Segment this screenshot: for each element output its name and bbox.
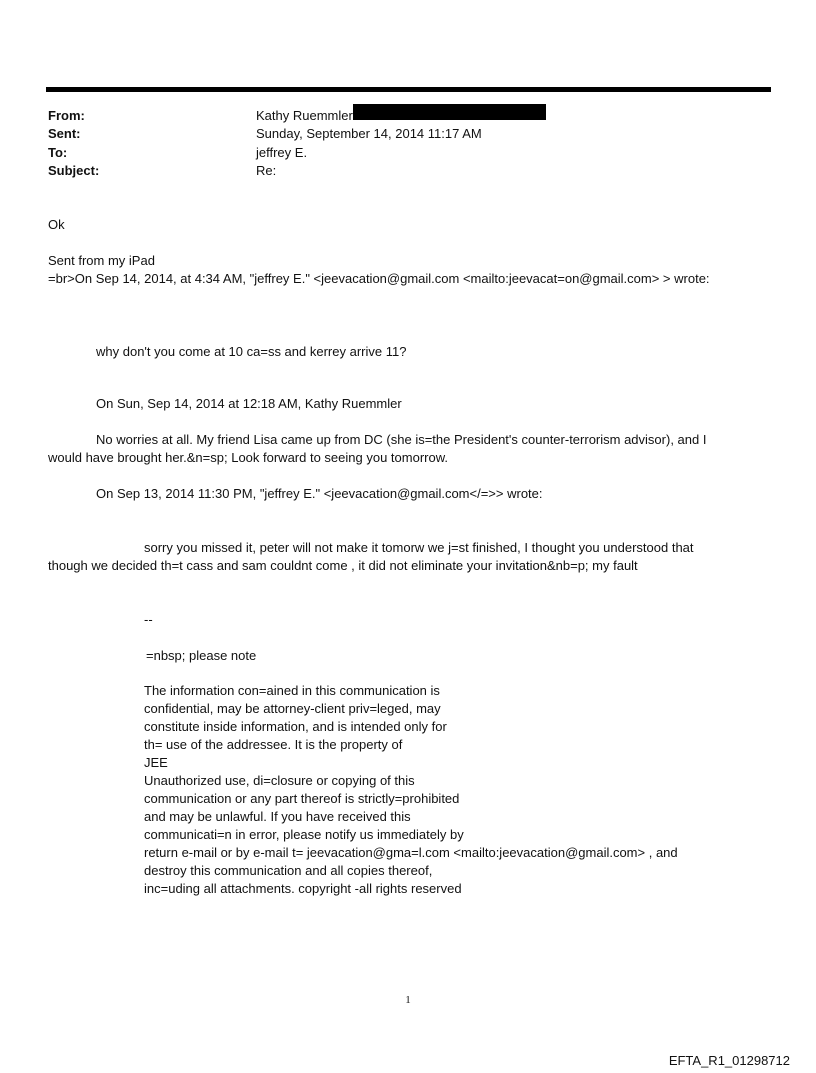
- from-value: Kathy Ruemmler: [256, 108, 353, 123]
- please-note: =nbsp; please note: [146, 648, 257, 663]
- quote2-intro: On Sun, Sep 14, 2014 at 12:18 AM, Kathy Ruemmler: [96, 396, 402, 411]
- reply-text: Ok: [48, 217, 65, 232]
- signature-dashes: --: [144, 612, 153, 627]
- disclaimer-line: inc=uding all attachments. copyright -all rights reserved: [144, 881, 462, 896]
- subject-label: Subject:: [48, 163, 100, 178]
- disclaimer-line: Unauthorized use, di=closure or copying of this: [144, 773, 415, 788]
- signature-text: Sent from my iPad: [48, 253, 155, 268]
- disclaimer-line: th= use of the addressee. It is the property of: [144, 737, 403, 752]
- quote2-line2: would have brought her.&n=sp; Look forward to seeing you tomorrow.: [48, 450, 448, 465]
- quote3-line2: though we decided th=t cass and sam couldnt come , it did not eliminate your invitation&nb=p; my fault: [48, 558, 638, 573]
- from-label: From:: [48, 108, 85, 123]
- subject-value: Re:: [256, 163, 277, 178]
- to-value: jeffrey E.: [256, 145, 308, 160]
- disclaimer-line: communication or any part thereof is strictly=prohibited: [144, 791, 460, 806]
- page-number: 1: [405, 994, 411, 1006]
- sent-value: Sunday, September 14, 2014 11:17 AM: [256, 126, 482, 141]
- header-rule: [46, 87, 771, 92]
- quote3-intro: On Sep 13, 2014 11:30 PM, "jeffrey E." <jeevacation@gmail.com</=>> wrote:: [96, 486, 543, 501]
- quote2-line1: No worries at all. My friend Lisa came up from DC (she is=the President's counter-terrorism advisor), and I: [96, 432, 707, 447]
- to-label: To:: [48, 145, 68, 160]
- disclaimer-line: constitute inside information, and is intended only for: [144, 719, 447, 734]
- quote1-text: why don't you come at 10 ca=ss and kerrey arrive 11?: [96, 344, 407, 359]
- redaction-bar: [353, 104, 546, 120]
- disclaimer-line: return e-mail or by e-mail t= jeevacation@gma=l.com <mailto:jeevacation@gmail.com> , and: [144, 845, 678, 860]
- disclaimer-line: The information con=ained in this communication is: [144, 683, 440, 698]
- sent-label: Sent:: [48, 126, 81, 141]
- disclaimer-line: and may be unlawful. If you have received this: [144, 809, 411, 824]
- disclaimer-line: JEE: [144, 755, 168, 770]
- disclaimer-line: communicati=n in error, please notify us immediately by: [144, 827, 464, 842]
- bates-number: EFTA_R1_01298712: [668, 1053, 790, 1068]
- disclaimer-line: confidential, may be attorney-client priv=leged, may: [144, 701, 441, 716]
- quote3-line1: sorry you missed it, peter will not make it tomorw we j=st finished, I thought you understood that: [144, 540, 694, 555]
- quote1-intro: =br>On Sep 14, 2014, at 4:34 AM, "jeffrey E." <jeevacation@gmail.com <mailto:jeevacat=on@gmail.com> > wrote:: [48, 271, 710, 286]
- disclaimer-line: destroy this communication and all copies thereof,: [144, 863, 433, 878]
